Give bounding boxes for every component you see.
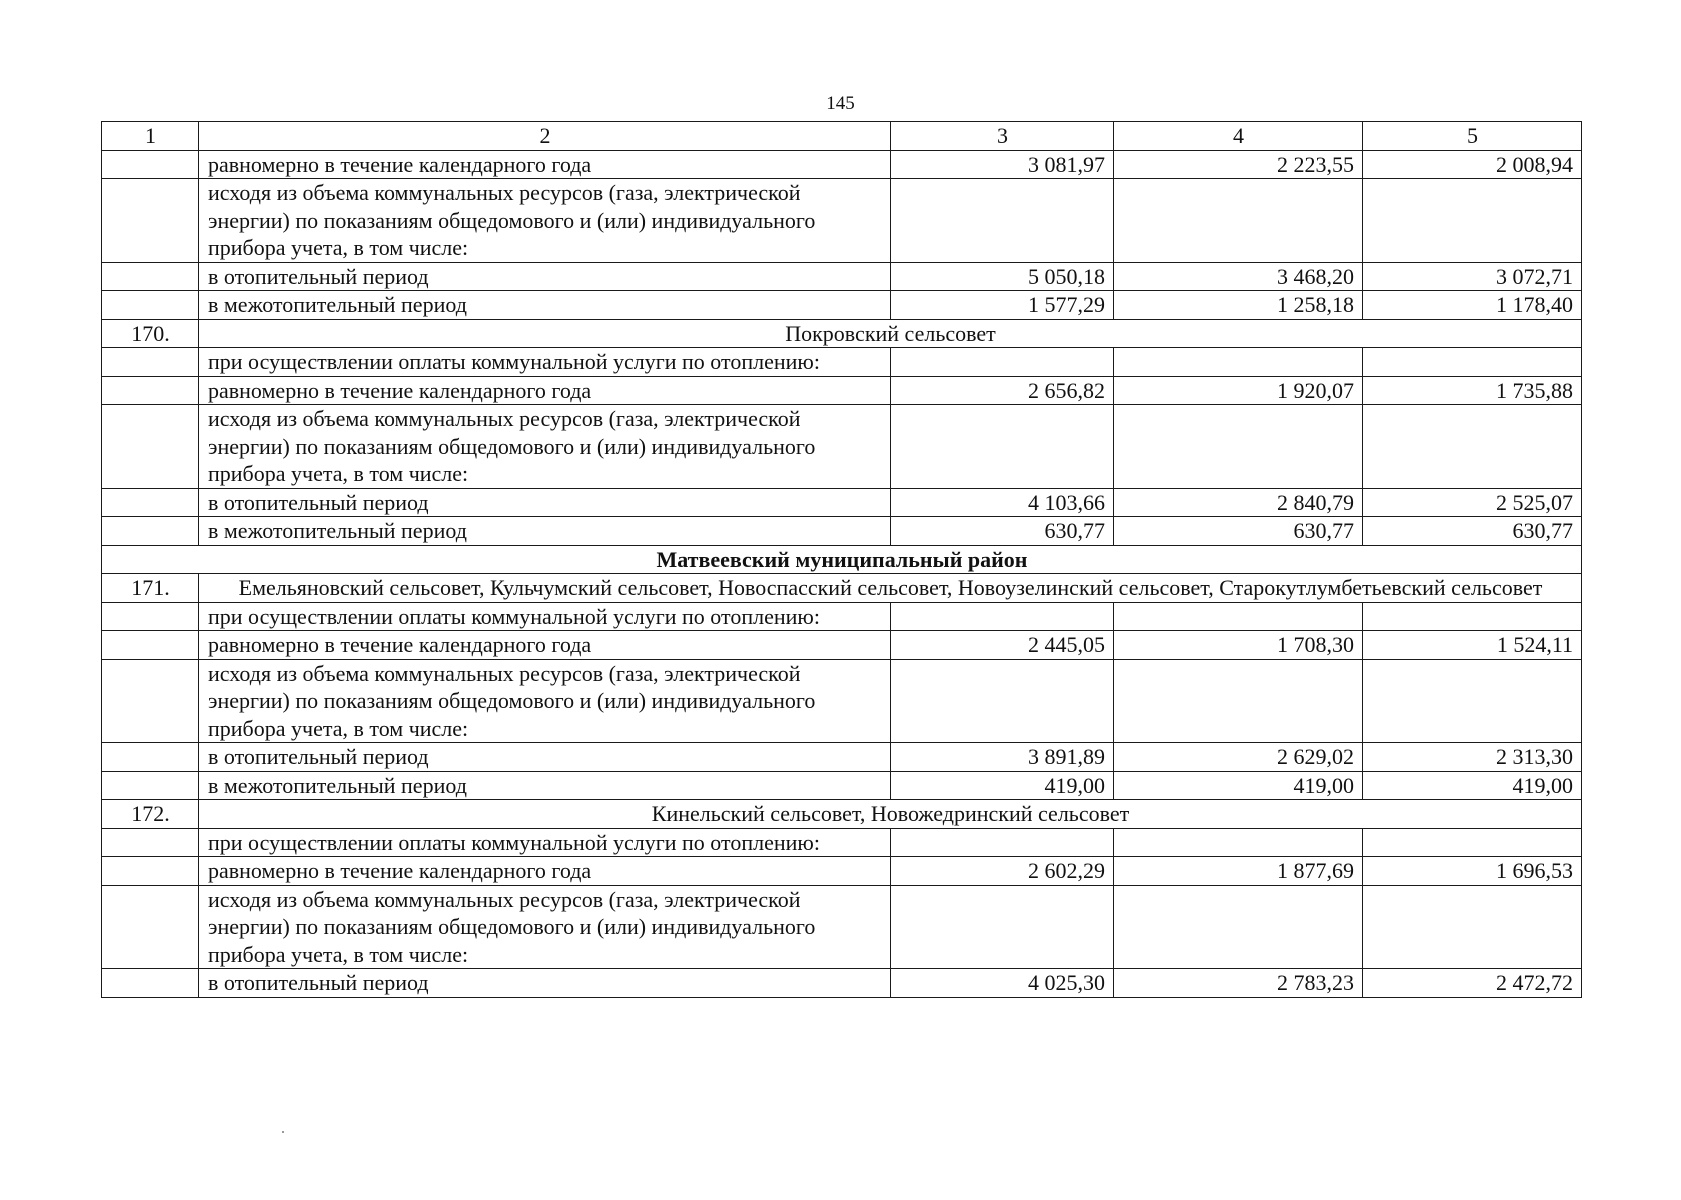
row-label: при осуществлении оплаты коммунальной услуги по отоплению:: [199, 348, 891, 377]
row-number: [102, 631, 199, 660]
row-label: при осуществлении оплаты коммунальной услуги по отоплению:: [199, 602, 891, 631]
row-number: [102, 857, 199, 886]
row-label: в отопительный период: [199, 262, 891, 291]
row-number: [102, 376, 199, 405]
value-col-5: [1363, 179, 1582, 263]
table-row: [102, 828, 1582, 857]
row-number: [102, 517, 199, 546]
row-label: при осуществлении оплаты коммунальной услуги по отоплению:: [199, 828, 891, 857]
row-label: исходя из объема коммунальных ресурсов (газа, электрической энергии) по показаниям общедомового и (или) индивидуального прибора учета, в том числе:: [199, 659, 891, 743]
row-number: [102, 150, 199, 179]
table-row: [102, 488, 1582, 517]
tariff-table-body: [102, 122, 1582, 998]
value-col-4: 2 629,02: [1114, 743, 1363, 772]
value-col-4: 1 258,18: [1114, 291, 1363, 320]
column-header-5: 5: [1363, 122, 1582, 151]
value-col-4: 1 920,07: [1114, 376, 1363, 405]
value-col-5: 1 696,53: [1363, 857, 1582, 886]
row-number: [102, 405, 199, 489]
row-label: исходя из объема коммунальных ресурсов (газа, электрической энергии) по показаниям общедомового и (или) индивидуального прибора учета, в том числе:: [199, 405, 891, 489]
row-number: [102, 348, 199, 377]
value-col-5: 2 472,72: [1363, 969, 1582, 998]
scan-speck: [282, 1131, 284, 1133]
locality-header-row: [102, 574, 1582, 603]
row-number: 172.: [102, 800, 199, 829]
table-row: [102, 659, 1582, 743]
value-col-4: [1114, 348, 1363, 377]
row-number: [102, 602, 199, 631]
row-number: [102, 659, 199, 743]
locality-name: Кинельский сельсовет, Новожедринский сельсовет: [199, 800, 1582, 829]
value-col-3: 3 891,89: [891, 743, 1114, 772]
table-row: [102, 517, 1582, 546]
column-header-3: 3: [891, 122, 1114, 151]
value-col-5: 419,00: [1363, 771, 1582, 800]
column-header-1: 1: [102, 122, 199, 151]
column-header-2: 2: [199, 122, 891, 151]
column-number-header-row: [102, 122, 1582, 151]
row-label: равномерно в течение календарного года: [199, 150, 891, 179]
value-col-4: 2 783,23: [1114, 969, 1363, 998]
row-label: равномерно в течение календарного года: [199, 376, 891, 405]
table-row: [102, 771, 1582, 800]
value-col-3: 1 577,29: [891, 291, 1114, 320]
locality-header-row: [102, 800, 1582, 829]
row-label: в отопительный период: [199, 743, 891, 772]
table-row: [102, 179, 1582, 263]
column-header-4: 4: [1114, 122, 1363, 151]
value-col-4: [1114, 179, 1363, 263]
value-col-3: [891, 828, 1114, 857]
value-col-5: 630,77: [1363, 517, 1582, 546]
value-col-5: 3 072,71: [1363, 262, 1582, 291]
row-label: равномерно в течение календарного года: [199, 631, 891, 660]
value-col-3: 2 602,29: [891, 857, 1114, 886]
table-row: [102, 405, 1582, 489]
value-col-5: 1 178,40: [1363, 291, 1582, 320]
value-col-5: 1 735,88: [1363, 376, 1582, 405]
row-number: [102, 179, 199, 263]
row-number: [102, 969, 199, 998]
table-row: [102, 885, 1582, 969]
row-number: [102, 488, 199, 517]
value-col-5: 2 008,94: [1363, 150, 1582, 179]
value-col-4: [1114, 659, 1363, 743]
value-col-4: 1 877,69: [1114, 857, 1363, 886]
row-label: в межотопительный период: [199, 291, 891, 320]
table-row: [102, 348, 1582, 377]
table-row: [102, 743, 1582, 772]
value-col-5: 1 524,11: [1363, 631, 1582, 660]
row-number: 171.: [102, 574, 199, 603]
value-col-4: [1114, 885, 1363, 969]
table-row: [102, 631, 1582, 660]
district-name: Матвеевский муниципальный район: [102, 545, 1582, 574]
page-number: 145: [826, 93, 855, 114]
locality-name: Емельяновский сельсовет, Кульчумский сельсовет, Новоспасский сельсовет, Новоузелинский сельсовет, Старокутлумбетьевский сельсовет: [199, 574, 1582, 603]
value-col-3: [891, 602, 1114, 631]
value-col-4: 419,00: [1114, 771, 1363, 800]
value-col-4: 2 223,55: [1114, 150, 1363, 179]
table-row: [102, 857, 1582, 886]
value-col-5: [1363, 885, 1582, 969]
locality-name: Покровский сельсовет: [199, 319, 1582, 348]
value-col-4: 630,77: [1114, 517, 1363, 546]
district-header-row: [102, 545, 1582, 574]
row-number: 170.: [102, 319, 199, 348]
value-col-4: 1 708,30: [1114, 631, 1363, 660]
table-row: [102, 291, 1582, 320]
row-number: [102, 885, 199, 969]
table-row: [102, 969, 1582, 998]
value-col-4: 3 468,20: [1114, 262, 1363, 291]
row-label: в межотопительный период: [199, 517, 891, 546]
value-col-4: [1114, 828, 1363, 857]
value-col-5: [1363, 348, 1582, 377]
row-label: равномерно в течение календарного года: [199, 857, 891, 886]
row-label: в межотопительный период: [199, 771, 891, 800]
value-col-3: [891, 348, 1114, 377]
value-col-3: 2 445,05: [891, 631, 1114, 660]
row-label: исходя из объема коммунальных ресурсов (газа, электрической энергии) по показаниям общедомового и (или) индивидуального прибора учета, в том числе:: [199, 885, 891, 969]
value-col-3: [891, 659, 1114, 743]
row-label: в отопительный период: [199, 969, 891, 998]
value-col-4: [1114, 602, 1363, 631]
value-col-5: 2 525,07: [1363, 488, 1582, 517]
value-col-5: [1363, 405, 1582, 489]
tariff-table: [101, 121, 1582, 998]
table-row: [102, 602, 1582, 631]
table-row: [102, 376, 1582, 405]
locality-header-row: [102, 319, 1582, 348]
value-col-3: [891, 885, 1114, 969]
value-col-4: 2 840,79: [1114, 488, 1363, 517]
value-col-3: [891, 179, 1114, 263]
value-col-4: [1114, 405, 1363, 489]
value-col-3: 419,00: [891, 771, 1114, 800]
value-col-3: 5 050,18: [891, 262, 1114, 291]
row-number: [102, 771, 199, 800]
value-col-3: 3 081,97: [891, 150, 1114, 179]
row-number: [102, 743, 199, 772]
row-number: [102, 828, 199, 857]
row-number: [102, 291, 199, 320]
value-col-3: 630,77: [891, 517, 1114, 546]
table-row: [102, 262, 1582, 291]
table-row: [102, 150, 1582, 179]
row-number: [102, 262, 199, 291]
value-col-5: [1363, 659, 1582, 743]
value-col-3: 4 025,30: [891, 969, 1114, 998]
row-label: исходя из объема коммунальных ресурсов (газа, электрической энергии) по показаниям общедомового и (или) индивидуального прибора учета, в том числе:: [199, 179, 891, 263]
value-col-5: 2 313,30: [1363, 743, 1582, 772]
value-col-3: 4 103,66: [891, 488, 1114, 517]
value-col-5: [1363, 602, 1582, 631]
row-label: в отопительный период: [199, 488, 891, 517]
value-col-3: 2 656,82: [891, 376, 1114, 405]
value-col-5: [1363, 828, 1582, 857]
value-col-3: [891, 405, 1114, 489]
